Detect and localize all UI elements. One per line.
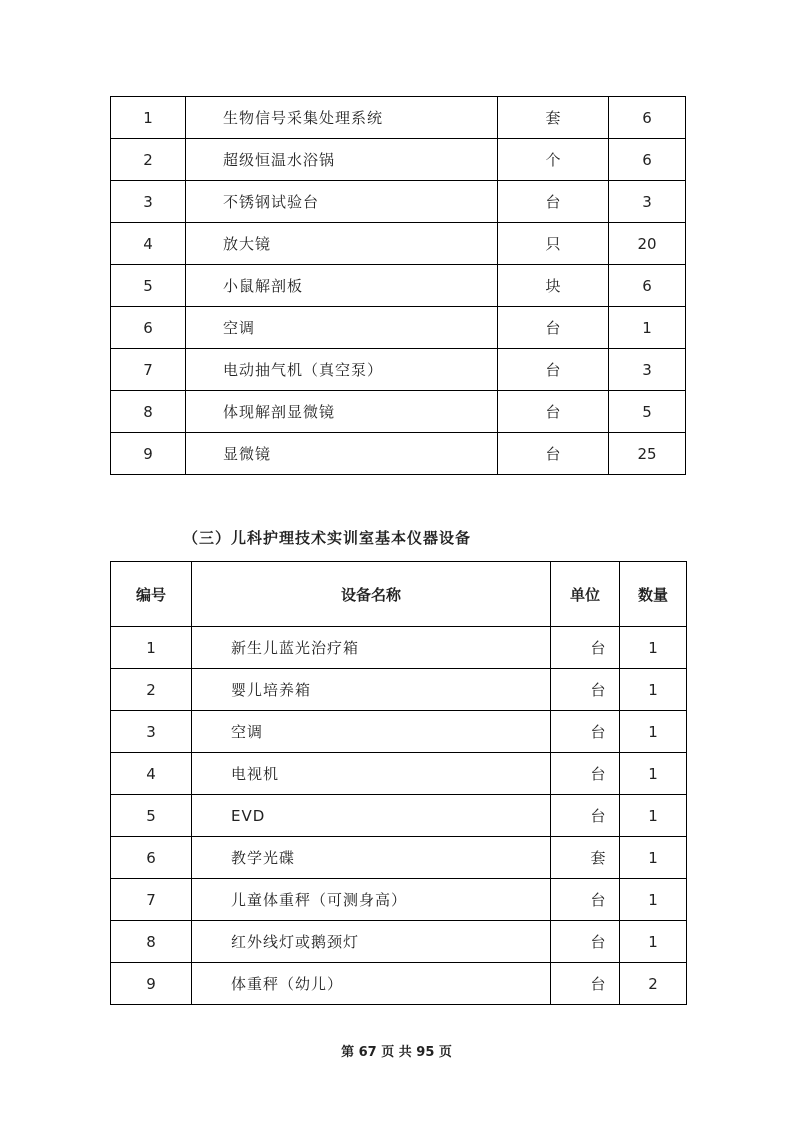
item-quantity: 1 xyxy=(620,669,687,711)
pediatric-equipment-table xyxy=(110,561,687,1005)
item-unit: 套 xyxy=(498,97,609,139)
item-number: 6 xyxy=(111,307,186,349)
table-row xyxy=(111,265,686,307)
item-unit: 个 xyxy=(498,139,609,181)
item-number: 7 xyxy=(111,349,186,391)
item-quantity: 1 xyxy=(620,711,687,753)
table-row xyxy=(111,837,687,879)
item-unit: 台 xyxy=(551,795,620,837)
item-number: 3 xyxy=(111,181,186,223)
item-number: 2 xyxy=(111,139,186,181)
item-name: 空调 xyxy=(186,307,498,349)
item-name: 显微镜 xyxy=(186,433,498,475)
item-unit: 台 xyxy=(551,963,620,1005)
table-row xyxy=(111,307,686,349)
item-name: 放大镜 xyxy=(186,223,498,265)
table-row xyxy=(111,391,686,433)
item-name: 儿童体重秤（可测身高） xyxy=(192,879,551,921)
item-quantity: 3 xyxy=(609,349,686,391)
item-quantity: 1 xyxy=(620,879,687,921)
table-row xyxy=(111,669,687,711)
table-row xyxy=(111,433,686,475)
item-unit: 台 xyxy=(498,181,609,223)
page-number-footer: 第 67 页 共 95 页 xyxy=(341,1045,452,1060)
item-number: 5 xyxy=(111,795,192,837)
item-number: 6 xyxy=(111,837,192,879)
item-name: 超级恒温水浴锅 xyxy=(186,139,498,181)
item-unit: 只 xyxy=(498,223,609,265)
item-quantity: 2 xyxy=(620,963,687,1005)
item-unit: 台 xyxy=(551,879,620,921)
header-quantity: 数量 xyxy=(620,562,687,627)
item-number: 8 xyxy=(111,921,192,963)
item-number: 7 xyxy=(111,879,192,921)
item-name: 体重秤（幼儿） xyxy=(192,963,551,1005)
table-row xyxy=(111,921,687,963)
table-row xyxy=(111,795,687,837)
table-row xyxy=(111,879,687,921)
item-name: 电视机 xyxy=(192,753,551,795)
item-unit: 台 xyxy=(551,627,620,669)
item-unit: 台 xyxy=(551,711,620,753)
item-quantity: 5 xyxy=(609,391,686,433)
table-row xyxy=(111,139,686,181)
header-number: 编号 xyxy=(111,562,192,627)
item-quantity: 1 xyxy=(620,753,687,795)
table-header-row xyxy=(111,562,687,627)
item-quantity: 6 xyxy=(609,97,686,139)
item-quantity: 1 xyxy=(620,795,687,837)
item-quantity: 1 xyxy=(620,921,687,963)
item-unit: 台 xyxy=(551,921,620,963)
item-unit: 块 xyxy=(498,265,609,307)
table-row xyxy=(111,711,687,753)
item-quantity: 6 xyxy=(609,265,686,307)
header-unit: 单位 xyxy=(551,562,620,627)
item-name: 教学光碟 xyxy=(192,837,551,879)
item-number: 4 xyxy=(111,753,192,795)
item-number: 9 xyxy=(111,433,186,475)
item-name: EVD xyxy=(192,795,551,837)
section-heading: （三）儿科护理技术实训室基本仪器设备 xyxy=(183,529,472,547)
table-row xyxy=(111,963,687,1005)
item-number: 3 xyxy=(111,711,192,753)
item-name: 生物信号采集处理系统 xyxy=(186,97,498,139)
item-number: 1 xyxy=(111,627,192,669)
item-unit: 台 xyxy=(498,307,609,349)
item-number: 4 xyxy=(111,223,186,265)
item-name: 体现解剖显微镜 xyxy=(186,391,498,433)
item-quantity: 20 xyxy=(609,223,686,265)
header-name: 设备名称 xyxy=(192,562,551,627)
item-name: 新生儿蓝光治疗箱 xyxy=(192,627,551,669)
item-name: 不锈钢试验台 xyxy=(186,181,498,223)
item-quantity: 1 xyxy=(620,627,687,669)
table-row xyxy=(111,181,686,223)
table-row xyxy=(111,753,687,795)
item-name: 空调 xyxy=(192,711,551,753)
item-number: 2 xyxy=(111,669,192,711)
item-unit: 台 xyxy=(551,669,620,711)
table-row xyxy=(111,627,687,669)
table-row xyxy=(111,97,686,139)
item-quantity: 1 xyxy=(609,307,686,349)
table-row xyxy=(111,349,686,391)
item-number: 8 xyxy=(111,391,186,433)
equipment-table-continued xyxy=(110,96,686,475)
item-unit: 套 xyxy=(551,837,620,879)
item-unit: 台 xyxy=(498,433,609,475)
item-number: 9 xyxy=(111,963,192,1005)
item-quantity: 25 xyxy=(609,433,686,475)
item-number: 1 xyxy=(111,97,186,139)
item-unit: 台 xyxy=(498,349,609,391)
item-unit: 台 xyxy=(551,753,620,795)
item-quantity: 1 xyxy=(620,837,687,879)
item-quantity: 3 xyxy=(609,181,686,223)
item-unit: 台 xyxy=(498,391,609,433)
item-name: 婴儿培养箱 xyxy=(192,669,551,711)
table-row xyxy=(111,223,686,265)
item-number: 5 xyxy=(111,265,186,307)
item-name: 电动抽气机（真空泵） xyxy=(186,349,498,391)
item-name: 小鼠解剖板 xyxy=(186,265,498,307)
item-quantity: 6 xyxy=(609,139,686,181)
item-name: 红外线灯或鹅颈灯 xyxy=(192,921,551,963)
